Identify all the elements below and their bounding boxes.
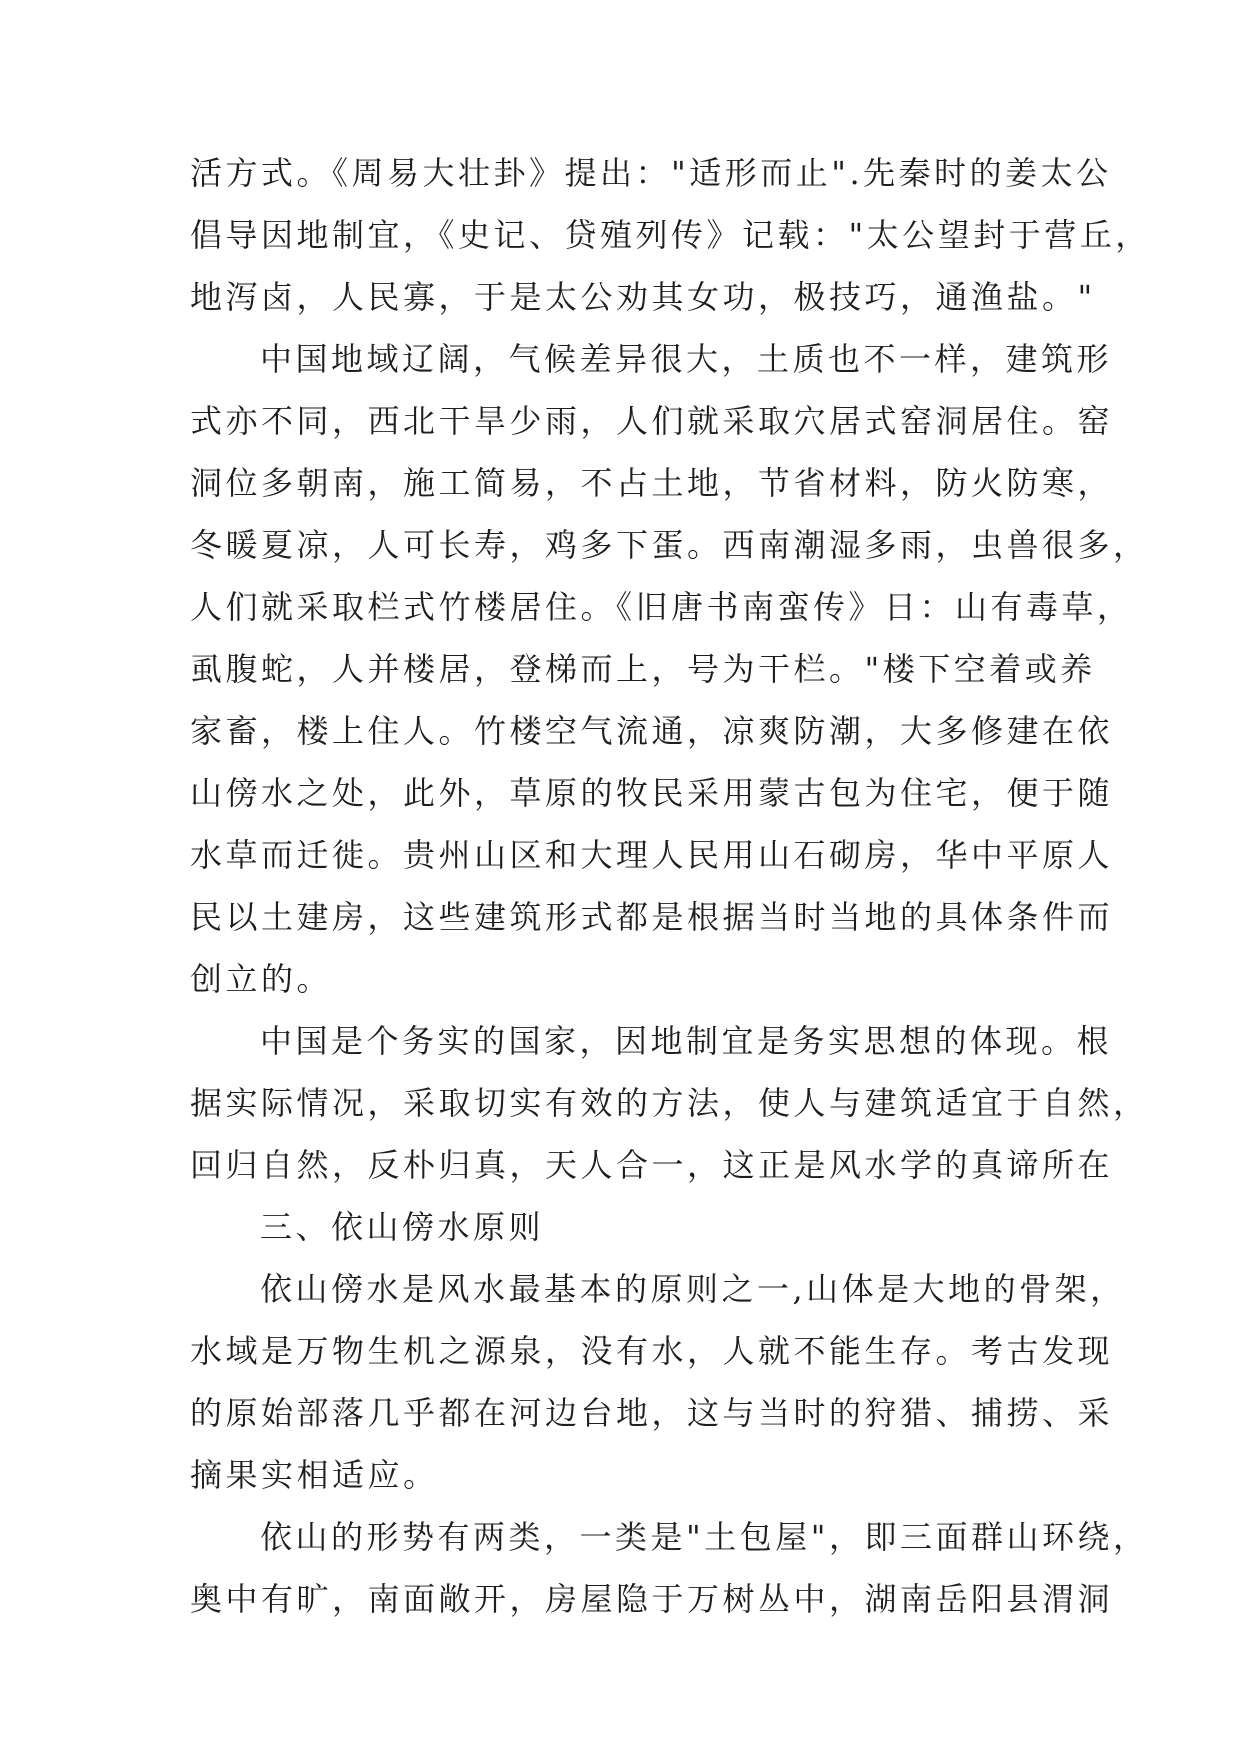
text-line: 冬暖夏凉，人可长寿，鸡多下蛋。西南潮湿多雨，虫兽很多， (190, 526, 1149, 564)
text-line: 回归自然，反朴归真，天人合一，这正是风水学的真谛所在 (190, 1146, 1114, 1184)
text-line: 人们就采取栏式竹楼居住。《旧唐书南蛮传》日：山有毒草， (190, 588, 1133, 626)
text-line: 山傍水之处，此外，草原的牧民采用蒙古包为住宅，便于随 (190, 774, 1114, 812)
text-line: 虱腹蛇，人并楼居，登梯而上，号为干栏。"楼下空着或养 (190, 650, 1096, 688)
text-line: 摘果实相适应。 (190, 1456, 439, 1494)
text-line: 水域是万物生机之源泉，没有水，人就不能生存。考古发现 (190, 1332, 1114, 1370)
text-line: 水草而迁徙。贵州山区和大理人民用山石砌房，华中平原人 (190, 836, 1114, 874)
text-line: 倡导因地制宜，《史记、贷殖列传》记载："太公望封于营丘， (190, 216, 1151, 254)
text-line: 洞位多朝南，施工简易，不占土地，节省材料，防火防寒， (190, 464, 1114, 502)
text-line: 奥中有旷，南面敞开，房屋隐于万树丛中，湖南岳阳县渭洞 (190, 1580, 1114, 1618)
text-line: 地泻卤，人民寡，于是太公劝其女功，极技巧，通渔盐。" (190, 278, 1096, 316)
paragraph-start-line: 依山的形势有两类，一类是"土包屋"，即三面群山环绕， (260, 1518, 1149, 1556)
text-line: 家畜，楼上住人。竹楼空气流通，凉爽防潮，大多修建在依 (190, 712, 1114, 750)
paragraph-start-line: 中国地域辽阔，气候差异很大，土质也不一样，建筑形 (260, 340, 1113, 378)
text-line: 式亦不同，西北干旱少雨，人们就采取穴居式窑洞居住。窑 (190, 402, 1114, 440)
text-line: 活方式。《周易大壮卦》提出："适形而止".先秦时的姜太公 (190, 154, 1112, 192)
document-body (190, 142, 1151, 1630)
section-heading: 三、依山傍水原则 (260, 1208, 545, 1246)
paragraph-start-line: 依山傍水是风水最基本的原则之一,山体是大地的骨架， (260, 1270, 1126, 1308)
text-line: 创立的。 (190, 960, 333, 998)
paragraph-start-line: 中国是个务实的国家，因地制宜是务实思想的体现。根 (260, 1022, 1113, 1060)
text-line: 的原始部落几乎都在河边台地，这与当时的狩猎、捕捞、采 (190, 1394, 1114, 1432)
text-line: 据实际情况，采取切实有效的方法，使人与建筑适宜于自然， (190, 1084, 1149, 1122)
text-line: 民以土建房，这些建筑形式都是根据当时当地的具体条件而 (190, 898, 1114, 936)
